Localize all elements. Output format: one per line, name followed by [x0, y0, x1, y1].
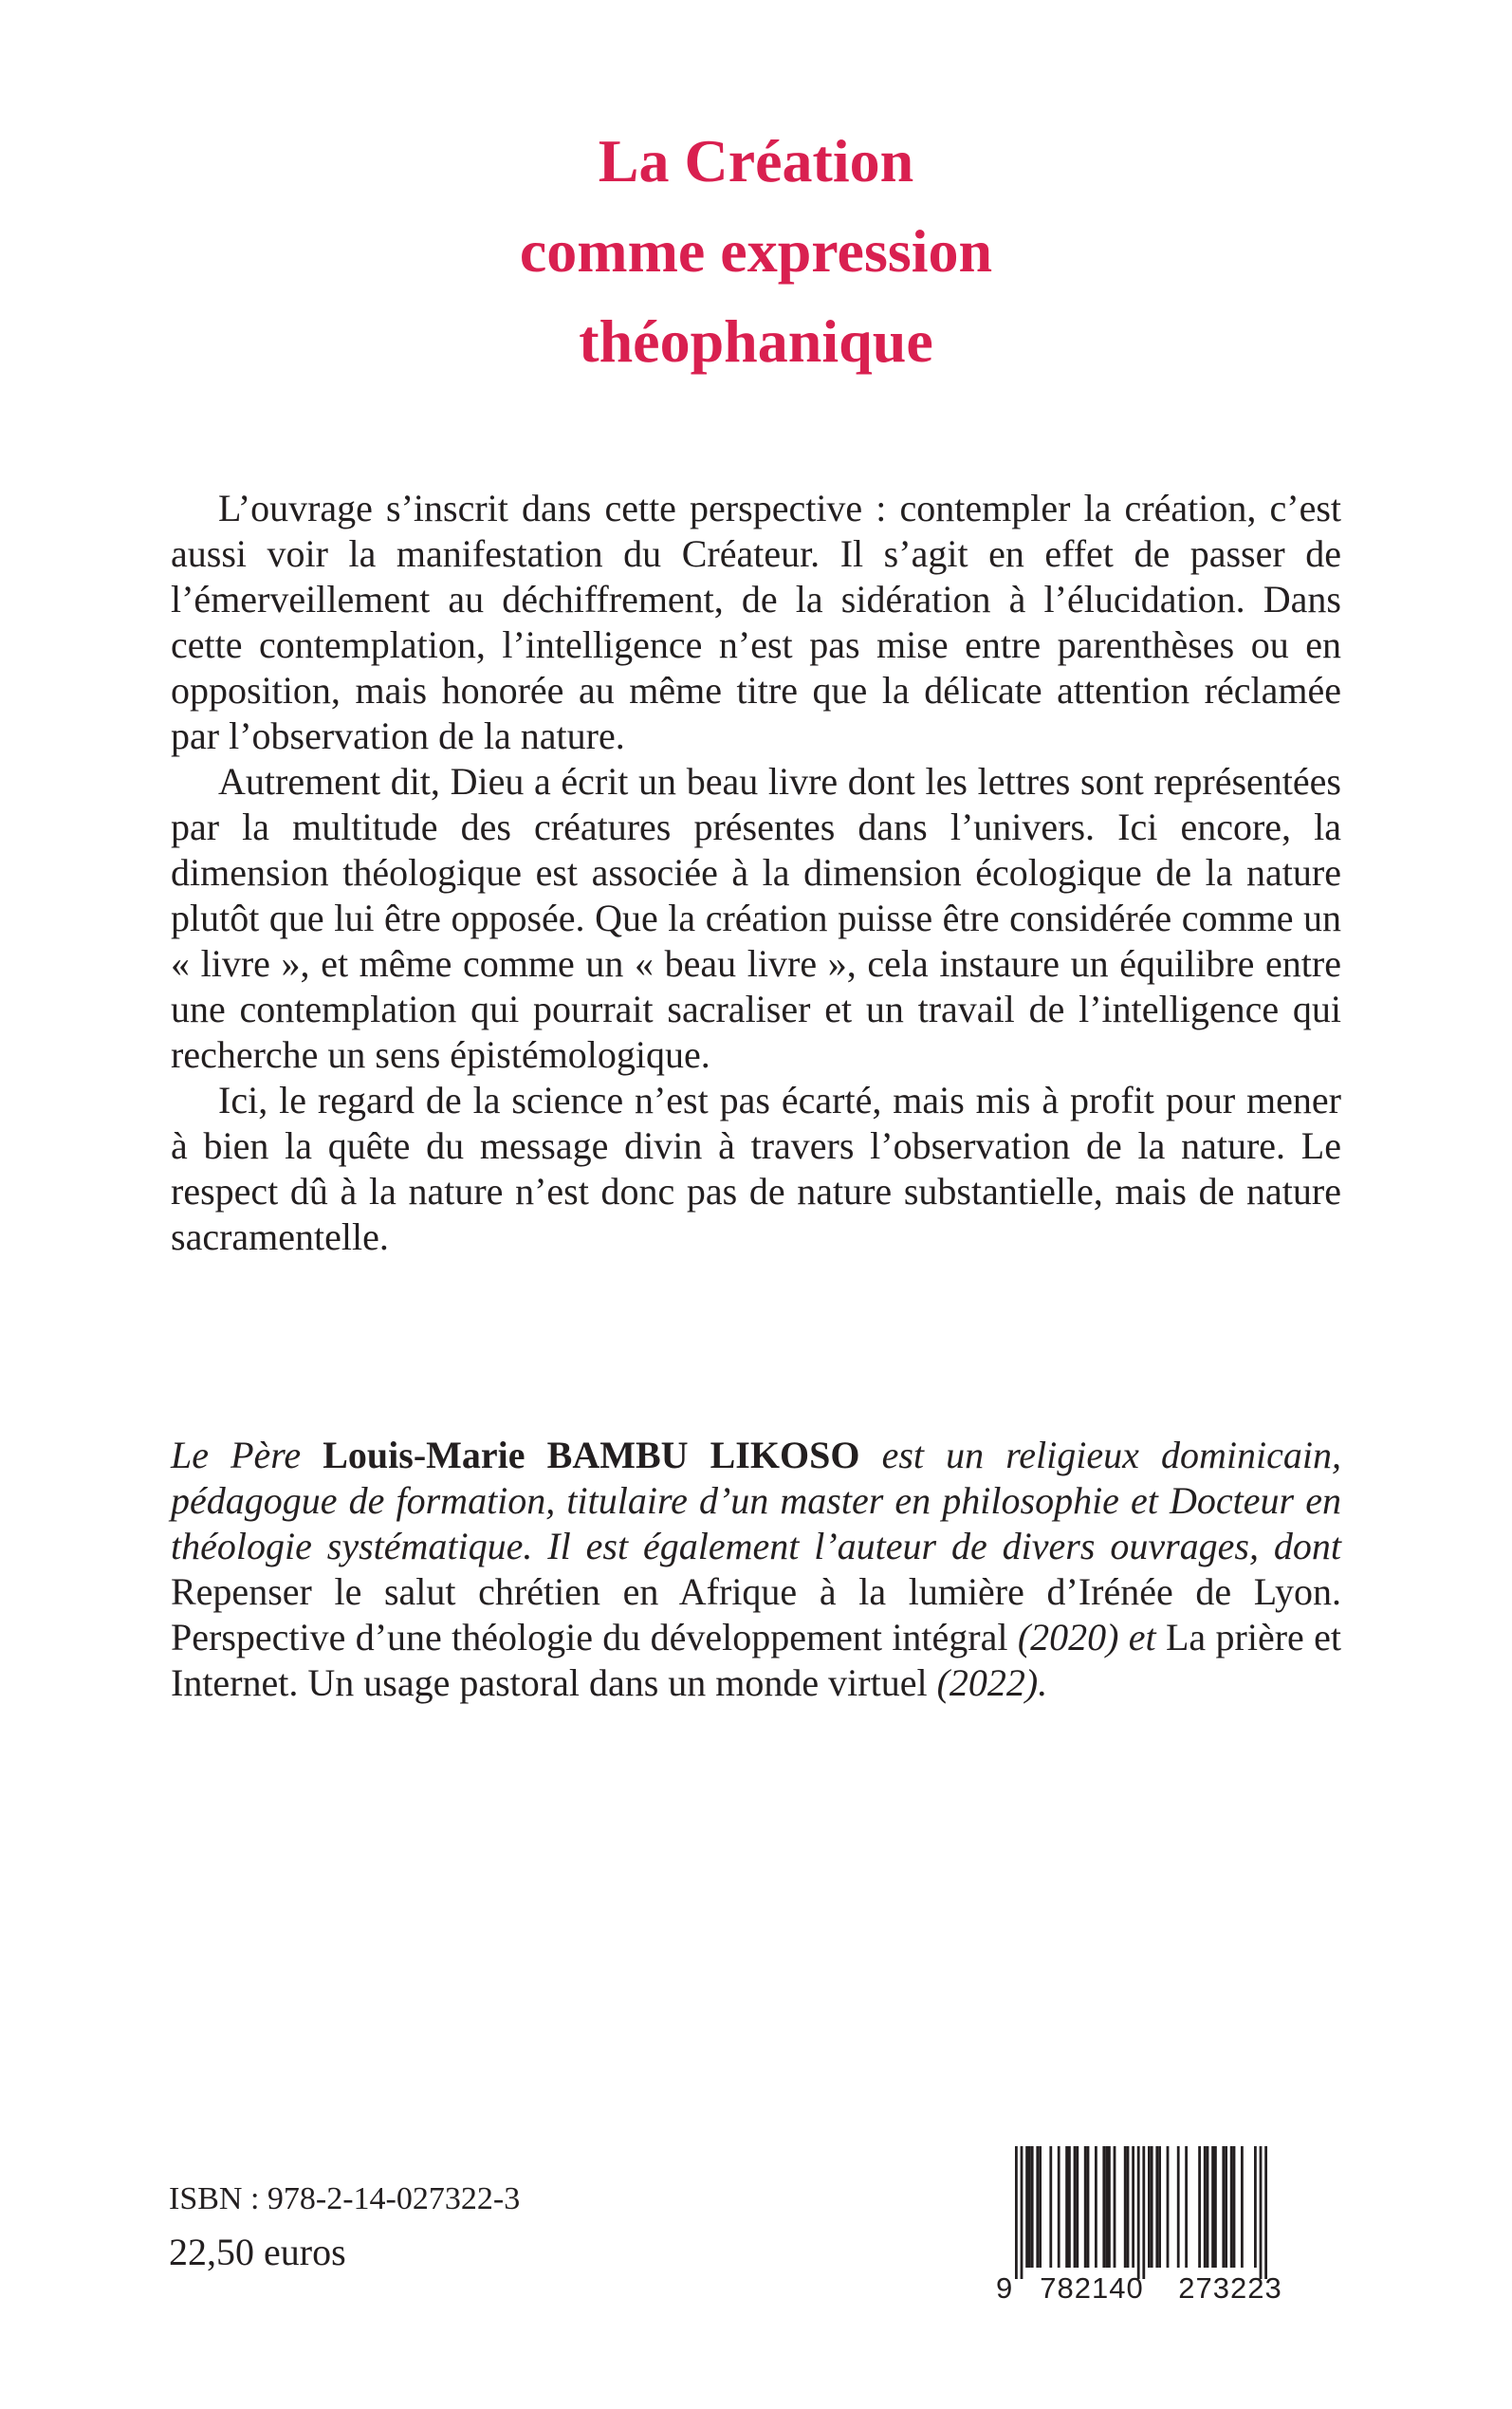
title-line-2: comme expression — [519, 217, 993, 285]
barcode-bar — [1167, 2146, 1170, 2268]
barcode-bar — [1185, 2146, 1188, 2268]
barcode-bars — [1015, 2146, 1300, 2279]
barcode-bar — [1087, 2146, 1090, 2268]
barcode-group-1: 782140 — [1040, 2271, 1144, 2305]
barcode-bar — [1036, 2146, 1039, 2268]
barcode-bar — [1124, 2146, 1127, 2268]
author-description: est un religieux dominicain, pédagogue de formation, titulaire d’un master en philosophie et Docteur en théologie systématique. Il est également l’auteur de divers ouvrages, dont — [171, 1434, 1341, 1567]
barcode-bar — [1114, 2146, 1116, 2268]
barcode-bar — [1127, 2146, 1130, 2268]
barcode-bar — [1204, 2146, 1207, 2268]
summary-text — [171, 486, 1341, 1260]
barcode-bar — [1132, 2146, 1134, 2268]
barcode-bar — [1211, 2146, 1214, 2268]
book-year-2: (2022). — [927, 1661, 1048, 1704]
barcode-group-2: 273223 — [1178, 2271, 1282, 2305]
barcode-bar — [1065, 2146, 1068, 2268]
book-title — [0, 116, 1512, 386]
book-year-1: (2020) et — [1007, 1616, 1166, 1659]
barcode-bar — [1260, 2146, 1263, 2279]
barcode-bar — [1222, 2146, 1225, 2268]
barcode-bar — [1025, 2146, 1028, 2268]
barcode-bar — [1142, 2146, 1145, 2279]
barcode-bar — [1049, 2146, 1052, 2268]
barcode-bar — [1015, 2146, 1018, 2279]
barcode-bar — [1058, 2146, 1060, 2268]
barcode-bar — [1158, 2146, 1161, 2268]
barcode-digits — [996, 2271, 1318, 2306]
barcode-bar — [1084, 2146, 1087, 2268]
title-line-3: théophanique — [579, 307, 933, 375]
author-bio — [171, 1433, 1341, 1706]
barcode-bar — [1198, 2146, 1201, 2268]
book-title-1: Repenser le salut chrétien en Afrique à la lumière d’Irénée de Lyon. Perspective d’une théologie du développement intégral — [171, 1570, 1341, 1659]
barcode-bar — [1074, 2146, 1077, 2268]
barcode-bar — [1039, 2146, 1042, 2268]
barcode-bar — [1241, 2146, 1244, 2268]
author-name: Louis-Marie BAMBU LIKOSO — [323, 1434, 860, 1476]
barcode-bar — [1076, 2146, 1079, 2268]
barcode-bar — [1225, 2146, 1227, 2268]
barcode-bar — [1207, 2146, 1209, 2268]
summary-paragraph-2: Autrement dit, Dieu a écrit un beau livre dont les lettres sont représentées par la multitude des créatures présentes dans l’univers. Ici encore, la dimension théologique est associée à la dimension écologique de la nature plutôt que lui être opposée. Que la création puisse être considérée comme un « livre », et même comme un « beau livre », cela instaure un équilibre entre une contemplation qui pourrait sacraliser et un travail de l’intelligence qui recherche un sens épistémologique. — [171, 760, 1341, 1076]
barcode-bar — [1137, 2146, 1140, 2279]
barcode-bar — [1155, 2146, 1158, 2268]
barcode-bar — [1214, 2146, 1217, 2268]
barcode-bar — [1230, 2146, 1233, 2268]
summary-paragraph-1: L’ouvrage s’inscrit dans cette perspective : contempler la création, c’est aussi voir la manifestation du Créateur. Il s’agit en effet de passer de l’émerveillement au déchiffrement, de la sidération à l’élucidation. Dans cette contemplation, l’intelligence n’est pas mise entre parenthèses ou en opposition, mais honorée au même titre que la délicate attention réclamée par l’observation de la nature. — [171, 487, 1341, 757]
barcode-bar — [1151, 2146, 1153, 2268]
barcode-bar — [1233, 2146, 1236, 2268]
isbn-label: ISBN : 978-2-14-027322-3 — [169, 2181, 521, 2216]
barcode-bar — [1102, 2146, 1105, 2268]
barcode-first-digit: 9 — [996, 2271, 1014, 2305]
book-title-2: La prière et Internet. Un usage pastoral dans un monde virtuel — [171, 1616, 1341, 1704]
barcode — [996, 2146, 1315, 2305]
barcode-bar — [1148, 2146, 1151, 2268]
barcode-bar — [1031, 2146, 1034, 2268]
title-line-1: La Création — [598, 127, 914, 195]
barcode-bar — [1177, 2146, 1180, 2268]
barcode-bar — [1108, 2146, 1111, 2268]
barcode-bar — [1028, 2146, 1031, 2268]
barcode-bar — [1254, 2146, 1257, 2268]
author-bio-paragraph — [171, 1433, 1341, 1706]
barcode-bar — [1021, 2146, 1023, 2279]
barcode-bar — [1068, 2146, 1071, 2268]
barcode-bar — [1264, 2146, 1267, 2279]
barcode-bar — [1105, 2146, 1108, 2268]
author-prefix: Le Père — [171, 1434, 323, 1476]
barcode-bar — [1095, 2146, 1097, 2268]
price-label: 22,50 euros — [169, 2231, 346, 2273]
summary-paragraph-3: Ici, le regard de la science n’est pas écarté, mais mis à profit pour mener à bien la quête du message divin à travers l’observation de la nature. Le respect dû à la nature n’est donc pas de nature substantielle, mais de nature sacramentelle. — [171, 1079, 1341, 1258]
